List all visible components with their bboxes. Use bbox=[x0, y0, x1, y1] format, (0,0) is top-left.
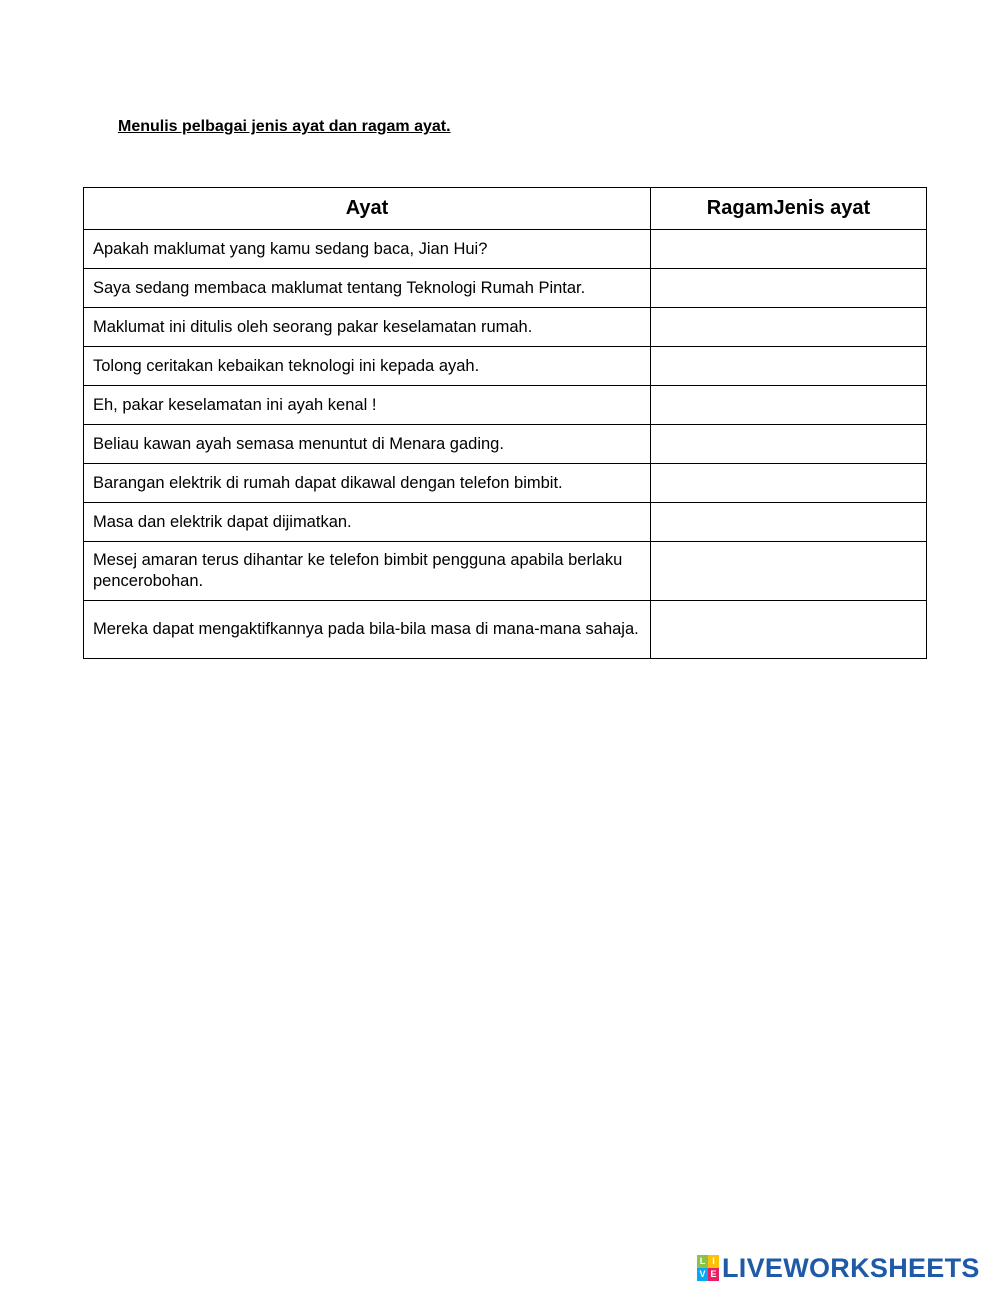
sentence-cell: Apakah maklumat yang kamu sedang baca, Jian Hui? bbox=[84, 230, 651, 269]
logo-letter-e: E bbox=[708, 1268, 719, 1281]
worksheet-title: Menulis pelbagai jenis ayat dan ragam ayat. bbox=[118, 118, 451, 135]
table-row bbox=[84, 542, 927, 601]
answer-input[interactable] bbox=[651, 386, 927, 425]
answer-input[interactable] bbox=[651, 425, 927, 464]
answer-input[interactable] bbox=[651, 503, 927, 542]
table-header-row bbox=[84, 188, 927, 230]
table-row bbox=[84, 425, 927, 464]
answer-input[interactable] bbox=[651, 230, 927, 269]
logo-letter-i: I bbox=[708, 1255, 719, 1268]
sentence-cell: Mesej amaran terus dihantar ke telefon bimbit pengguna apabila berlaku pencerobohan. bbox=[84, 542, 651, 601]
logo-letter-l: L bbox=[697, 1255, 708, 1268]
liveworksheets-brand[interactable] bbox=[697, 1253, 980, 1283]
brand-name: LIVEWORKSHEETS bbox=[722, 1252, 980, 1283]
answer-input[interactable] bbox=[651, 542, 927, 601]
sentence-cell: Beliau kawan ayah semasa menuntut di Menara gading. bbox=[84, 425, 651, 464]
sentence-cell: Masa dan elektrik dapat dijimatkan. bbox=[84, 503, 651, 542]
logo-letter-v: V bbox=[697, 1268, 708, 1281]
sentence-cell: Tolong ceritakan kebaikan teknologi ini kepada ayah. bbox=[84, 347, 651, 386]
answer-input[interactable] bbox=[651, 347, 927, 386]
table-row bbox=[84, 347, 927, 386]
sentence-cell: Eh, pakar keselamatan ini ayah kenal ! bbox=[84, 386, 651, 425]
header-ragam-jenis-ayat: RagamJenis ayat bbox=[651, 188, 927, 230]
answer-input[interactable] bbox=[651, 601, 927, 659]
liveworksheets-logo-icon bbox=[697, 1255, 719, 1281]
sentence-table bbox=[83, 187, 927, 659]
table-row bbox=[84, 308, 927, 347]
table-row bbox=[84, 464, 927, 503]
sentence-cell: Mereka dapat mengaktifkannya pada bila-bila masa di mana-mana sahaja. bbox=[84, 601, 651, 659]
table-row bbox=[84, 601, 927, 659]
sentence-cell: Barangan elektrik di rumah dapat dikawal dengan telefon bimbit. bbox=[84, 464, 651, 503]
table-row bbox=[84, 269, 927, 308]
answer-input[interactable] bbox=[651, 308, 927, 347]
table-row bbox=[84, 230, 927, 269]
answer-input[interactable] bbox=[651, 464, 927, 503]
answer-input[interactable] bbox=[651, 269, 927, 308]
table-row bbox=[84, 503, 927, 542]
sentence-cell: Maklumat ini ditulis oleh seorang pakar keselamatan rumah. bbox=[84, 308, 651, 347]
header-ayat: Ayat bbox=[84, 188, 651, 230]
table-row bbox=[84, 386, 927, 425]
sentence-cell: Saya sedang membaca maklumat tentang Teknologi Rumah Pintar. bbox=[84, 269, 651, 308]
